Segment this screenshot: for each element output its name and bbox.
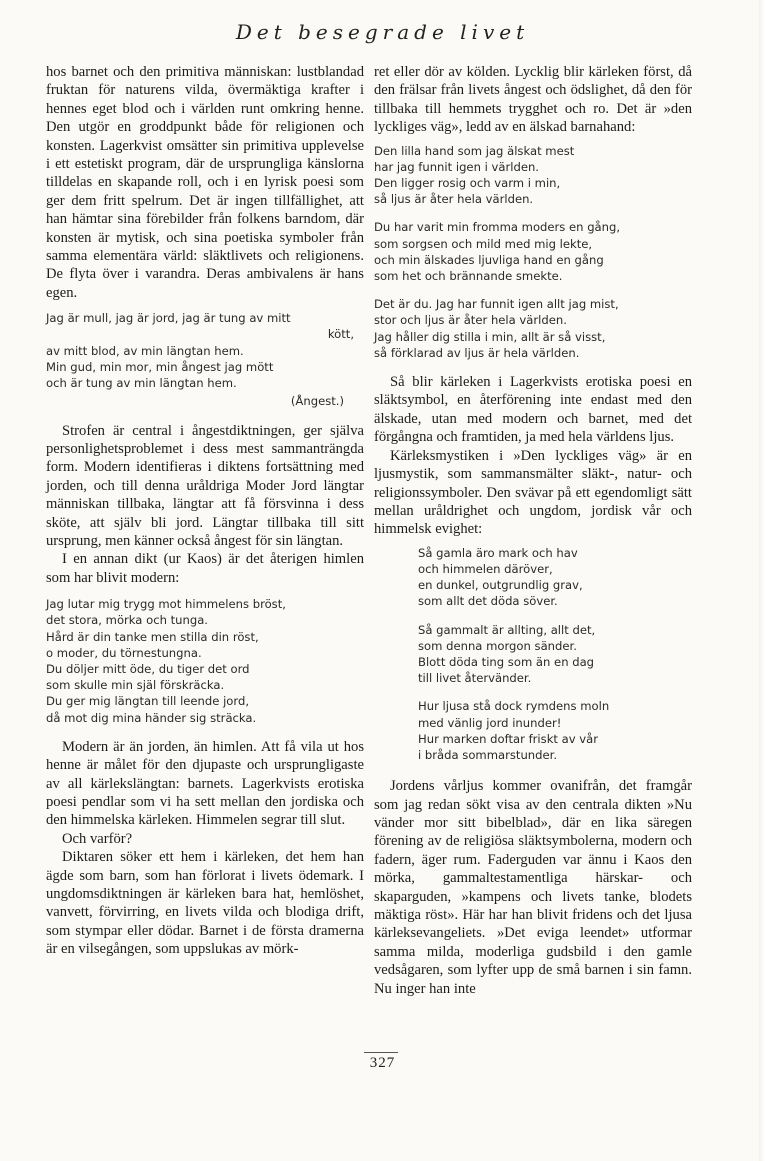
poem-line: har jag funnit igen i världen. (374, 159, 539, 174)
poem-line: Det är du. Jag har funnit igen allt jag mist, (374, 297, 619, 312)
poem-line: o moder, du törnestungna. (46, 645, 202, 660)
poem-line: Jag håller dig stilla i min, allt är så visst, (374, 329, 606, 344)
poem-line: som sorgsen och mild med mig lekte, (374, 236, 593, 251)
poem-line: Blott döda ting som än en dag (418, 654, 595, 669)
poem-line: Du döljer mitt öde, du tiger det ord (46, 661, 250, 676)
paragraph: hos barnet och den primitiva människan: lustblandad fruktan för naturens vilda, övermäktiga krafter i hennes eget blod och i världen runt omkring henne. Den utgör en groddpunkt både för religionen och konsten. Lagerkvist omsätter sin primitiva upplevelse i ett estetiskt program, där de ursprungliga känslorna tilldelas en skapande roll, och i en lyrisk poesi som ger dem fritt spelrum. Det är ingen tillfällighet, att han hämtar sina förebilder från folkens barndom, där konsten är mytisk, och sina poetiska symboler från samma elementära värld: släktlivets och religionens. De flyta över i varandra. Deras ambivalens är hans egen. (46, 64, 364, 301)
poem-line: med vänlig jord inunder! (418, 715, 562, 730)
poem-line: en dunkel, outgrundlig grav, (418, 578, 583, 593)
poem-line: Du ger mig längtan till leende jord, (46, 694, 250, 709)
paragraph: I en annan dikt (ur Kaos) är det återigen himlen som har blivit modern: (46, 551, 364, 586)
poem-citation: (Ångest.) (290, 394, 344, 409)
poem-line: så förklarad av ljus är hela världen. (374, 345, 580, 360)
poem-quote (374, 143, 692, 361)
poem-line: som denna morgon sänder. (418, 638, 577, 653)
poem-line: Jag lutar mig trygg mot himmelens bröst, (46, 597, 286, 612)
poem-line: Hård är din tanke men stilla din röst, (46, 629, 259, 644)
poem-line: Den lilla hand som jag älskat mest (374, 143, 575, 158)
poem-line: Hur marken doftar friskt av vår (418, 731, 599, 746)
paragraph: Modern är än jorden, än himlen. Att få vila ut hos henne är målet för den djupaste och ursprungligaste av all kärlekslängtan: barnets. Lagerkvists erotiska poesi pendlar som vi ha sett mellan den jordiska och den himmelska kärleken. Himmelen segrar till slut. (46, 738, 364, 829)
left-column (46, 63, 364, 959)
poem-line: Så gamla äro mark och hav (418, 545, 578, 560)
paragraph: Strofen är central i ångestdiktningen, ger själva personlighetsproblemet i dess mest sammanträngda form. Modern identifieras i diktens fortsättning med jorden, och till denna uråldriga Moder Jord längtar människan tillbaka, längtar att få försvinna i dess sköte, att själv bli jord. Längtar tillbaka till sitt ursprung, men känner också ångest för sin längtan. (46, 422, 364, 549)
poem-line: Hur ljusa stå dock rymdens moln (418, 699, 610, 714)
poem-line: så ljus är åter hela världen. (374, 192, 534, 207)
paragraph: ret eller dör av kölden. Lycklig blir kärleken först, då den frälsar från livets ångest och ödslighet, då den för tillbaka till hemmets trygghet och ro. Det är »den lyckliges väg», ledd av en älskad barnahand: (374, 64, 692, 136)
stanza-gap (374, 284, 692, 296)
poem-line: Min gud, min mor, min ångest jag mött (46, 359, 274, 374)
poem-line-continuation: kött, (327, 327, 354, 342)
poem-line: stor och ljus är åter hela världen. (374, 313, 567, 328)
poem-line: Jag är mull, jag är jord, jag är tung av mitt (46, 311, 291, 326)
paragraph: Jordens vårljus kommer ovanifrån, det framgår som jag redan sökt visa av den centrala dikten »Nu vänder mor sitt bibelblad», där en lika säregen förening av de religiösa släktsymbolerna, modern och fadern, äger rum. Faderguden var ännu i Kaos den mörka, gammaltestamentliga härskar- och skaparguden, »kampens och livets tanke, blodets mäktiga röst». Här har han blivit fridens och det ljusa kärleksevangeliets. »Det eviga leendet» utformar samma milda, moderliga gudsbild i den gamle vedsågaren, som lyfter upp de små barnen i sin famn. Nu inger han inte (374, 778, 692, 997)
poem-line: det stora, mörka och tunga. (46, 613, 208, 628)
page-edge-shadow (759, 0, 765, 1161)
poem-line: Så gammalt är allting, allt det, (418, 622, 596, 637)
poem-line: som skulle min själ förskräcka. (46, 678, 225, 693)
poem-line: då mot dig mina händer sig sträcka. (46, 710, 257, 725)
folio-rule (364, 1052, 398, 1053)
poem-line: som allt det döda söver. (418, 594, 558, 609)
poem-quote (46, 596, 364, 726)
page-number: 327 (369, 1055, 396, 1071)
paragraph: Så blir kärleken i Lagerkvists erotiska poesi en släktsymbol, en återförening inte endast med den älskade, utan med modern och barnet, med det förgångna och framtiden, ja med hela världens ljus. (374, 374, 692, 446)
poem-line: Du har varit min fromma moders en gång, (374, 220, 621, 235)
poem-line: av mitt blod, av min längtan hem. (46, 343, 244, 358)
poem-line: som het och brännande smekte. (374, 269, 563, 284)
stanza-gap (418, 686, 692, 698)
poem-line: till livet återvänder. (418, 671, 532, 686)
poem-line: och är tung av min längtan hem. (46, 376, 237, 391)
stanza-gap (418, 610, 692, 622)
poem-line: och min älskades ljuvliga hand en gång (374, 252, 604, 267)
paragraph: Och varför? (62, 830, 133, 847)
paragraph: Kärleksmystiken i »Den lyckliges väg» är en ljusmystik, som sammansmälter släkt-, natur- och religionssymboler. Den svävar på ett egendomligt sätt mellan uråldrighet och ungdom, jordisk vår och himmelsk evighet: (374, 447, 692, 538)
poem-line: och himmelen däröver, (418, 561, 553, 576)
stanza-gap (374, 207, 692, 219)
poem-line: i bråda sommarstunder. (418, 747, 558, 762)
paragraph: Diktaren söker ett hem i kärleken, det hem han ägde som barn, som han förlorat i livets ödemark. I ungdomsdiktningen är kärleken bara hat, hemlöshet, vanvett, förvirring, en livets vilda och blodiga drift, som stympar eller dödar. Barnet i de första dramerna är en vilsegången, som uppslukas av mörk- (46, 849, 364, 958)
poem-quote (374, 545, 692, 763)
poem-line: Den ligger rosig och varm i min, (374, 176, 561, 191)
poem-quote (46, 310, 364, 409)
right-column (374, 63, 692, 998)
running-head: Det besegrade livet (235, 20, 530, 44)
